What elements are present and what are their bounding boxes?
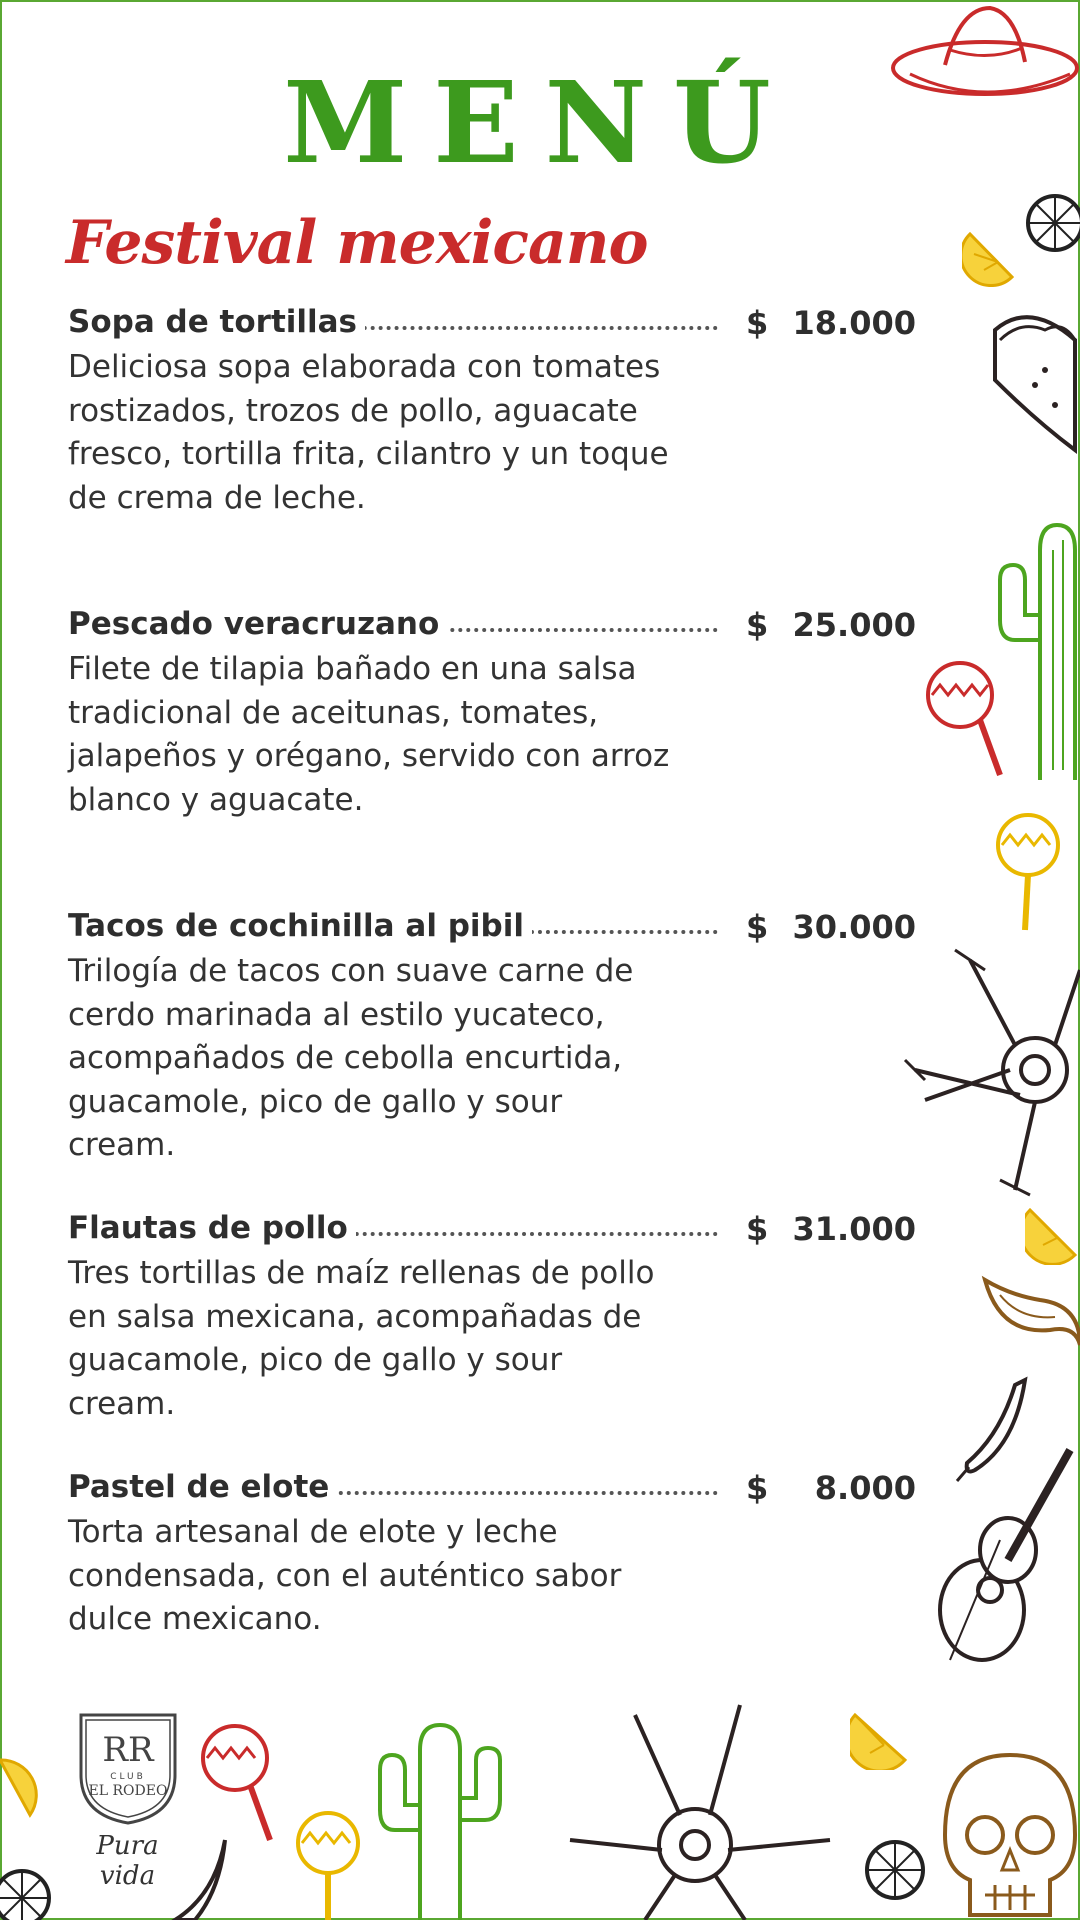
currency-symbol: $	[746, 304, 769, 342]
mustache-icon	[980, 1265, 1080, 1360]
lemon-slice-icon	[1025, 1200, 1080, 1265]
maraca-icon	[290, 1805, 370, 1920]
lemon-slice-icon	[962, 222, 1022, 287]
cactus-icon	[370, 1710, 510, 1920]
currency-symbol: $	[746, 1469, 769, 1507]
currency-symbol: $	[746, 606, 769, 644]
menu-item	[68, 1210, 918, 1426]
menu-item	[68, 606, 918, 822]
price-amount: 8.000	[814, 1469, 916, 1507]
shield-icon	[73, 1705, 183, 1825]
item-name: Sopa de tortillas	[68, 304, 365, 340]
maraca-icon	[195, 1720, 285, 1850]
price-amount: 31.000	[792, 1210, 916, 1248]
menu-subtitle: Festival mexicano	[66, 208, 648, 278]
logo-tagline: Pura vida	[96, 1831, 159, 1891]
menu-item	[68, 908, 918, 1168]
item-name: Pescado veracruzano	[68, 606, 447, 642]
item-description: Deliciosa sopa elaborada con tomates rostizados, trozos de pollo, aguacate fresco, tortilla frita, cilantro y un toque de crema de leche.	[68, 349, 669, 516]
menu-title: MENÚ	[283, 58, 797, 189]
item-name: Pastel de elote	[68, 1469, 337, 1505]
sombrero-icon	[880, 0, 1080, 120]
pinata-icon	[895, 930, 1080, 1210]
item-description: Torta artesanal de elote y leche condensada, con el auténtico sabor dulce mexicano.	[68, 1514, 622, 1637]
chili-icon	[165, 1835, 235, 1920]
logo-club: CLUB	[109, 1772, 146, 1782]
lemon-slice-icon	[860, 1835, 930, 1905]
lemon-slice-icon	[0, 1862, 60, 1920]
menu-item	[68, 304, 918, 520]
maraca-icon	[922, 655, 1007, 785]
price-amount: 25.000	[792, 606, 916, 644]
pinata-icon	[550, 1690, 850, 1920]
menu-item	[68, 1469, 918, 1642]
currency-symbol: $	[746, 908, 769, 946]
lemon-slice-icon	[1020, 188, 1080, 258]
item-description: Filete de tilapia bañado en una salsa tradicional de aceitunas, tomates, jalapeños y orégano, servido con arroz blanco y aguacate.	[68, 651, 670, 818]
cactus-icon	[995, 510, 1080, 780]
price-amount: 30.000	[792, 908, 916, 946]
item-name: Flautas de pollo	[68, 1210, 356, 1246]
item-description: Trilogía de tacos con suave carne de cerdo marinada al estilo yucateco, acompañados de cebolla encurtida, guacamole, pico de gallo y sour cream.	[68, 953, 634, 1163]
logo-name: EL RODEO	[88, 1783, 167, 1799]
guitar-icon	[930, 1440, 1080, 1680]
price-amount: 18.000	[792, 304, 916, 342]
item-description: Tres tortillas de maíz rellenas de pollo en salsa mexicana, acompañadas de guacamole, pico de gallo y sour cream.	[68, 1255, 655, 1422]
skull-icon	[930, 1745, 1080, 1920]
lemon-slice-icon	[850, 1705, 915, 1770]
burrito-icon	[975, 300, 1080, 460]
lemon-slice-icon	[0, 1755, 45, 1830]
currency-symbol: $	[746, 1210, 769, 1248]
logo-monogram: RR	[101, 1730, 154, 1770]
maraca-icon	[990, 805, 1070, 935]
item-name: Tacos de cochinilla al pibil	[68, 908, 532, 944]
